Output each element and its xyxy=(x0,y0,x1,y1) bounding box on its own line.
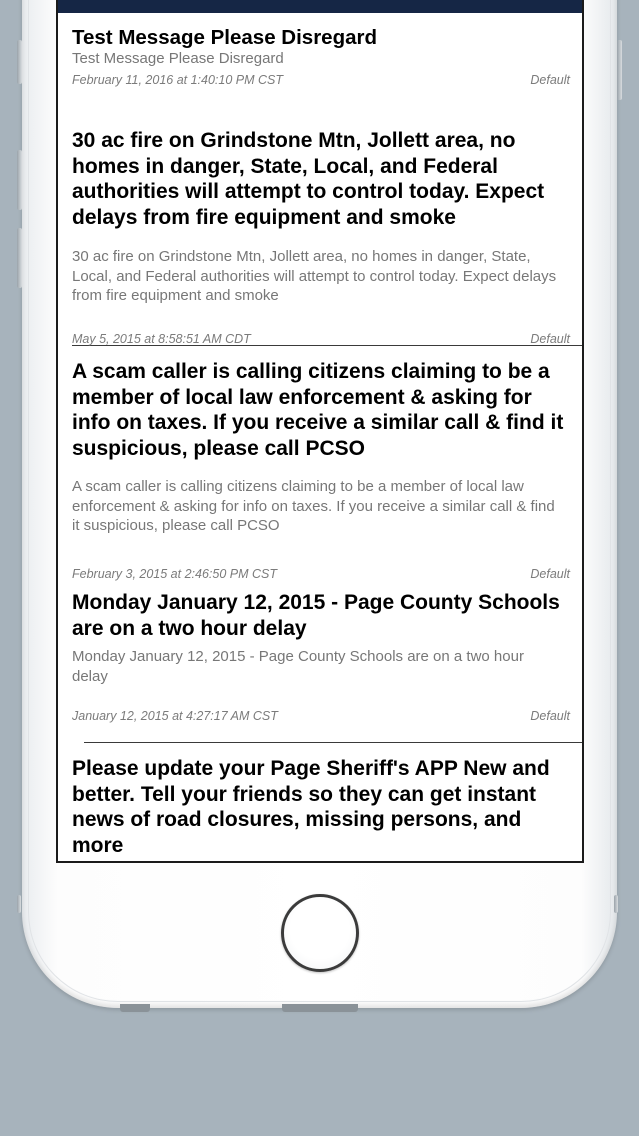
list-item[interactable] xyxy=(58,110,582,345)
volume-button xyxy=(17,150,22,210)
alert-title: 30 ac fire on Grindstone Mtn, Jollett area, no homes in danger, State, Local, and Federal authorities will attempt to control today. Expect delays from fire equipment and smoke xyxy=(72,129,545,229)
alert-meta xyxy=(72,567,582,581)
phone-screen xyxy=(56,0,584,863)
list-item[interactable] xyxy=(58,743,582,863)
volume-button xyxy=(17,228,22,288)
volume-button xyxy=(17,40,22,84)
alert-title: Test Message Please Disregard xyxy=(72,26,377,49)
alert-body: A scam caller is calling citizens claiming to be a member of local law enforcement & asking for info on taxes. If you receive a similar call & find it suspicious, please call PCSO xyxy=(72,478,555,534)
alert-meta xyxy=(72,709,582,723)
alert-title: Monday January 12, 2015 - Page County Schools are on a two hour delay xyxy=(72,591,560,640)
power-button xyxy=(617,40,622,100)
alert-date: May 5, 2015 at 8:58:51 AM CDT xyxy=(72,332,251,346)
alert-body: Test Message Please Disregard xyxy=(72,50,284,67)
alert-body: Monday January 12, 2015 - Page County Schools are on a two hour delay xyxy=(72,648,524,685)
alert-category: Default xyxy=(530,332,570,346)
alert-meta xyxy=(72,332,582,346)
list-item[interactable] xyxy=(58,590,582,742)
alert-title: Please update your Page Sheriff's APP New and better. Tell your friends so they can get instant news of road closures, missing persons, and more xyxy=(72,757,550,857)
list-item[interactable] xyxy=(58,13,582,110)
navigation-bar xyxy=(58,0,582,13)
alert-meta xyxy=(72,67,582,87)
alert-category: Default xyxy=(530,567,570,581)
antenna-line xyxy=(17,895,21,913)
alert-category: Default xyxy=(530,709,570,723)
lightning-port xyxy=(282,1004,358,1012)
antenna-line xyxy=(614,895,618,913)
speaker-grille xyxy=(120,1004,150,1012)
alert-body: 30 ac fire on Grindstone Mtn, Jollett area, no homes in danger, State, Local, and Federal authorities will attempt to control today. Expect delays from fire equipment and smoke xyxy=(72,248,557,304)
alert-category: Default xyxy=(530,73,570,87)
alert-date: February 3, 2015 at 2:46:50 PM CST xyxy=(72,567,277,581)
alert-date: February 11, 2016 at 1:40:10 PM CST xyxy=(72,73,283,87)
alert-date: January 12, 2015 at 4:27:17 AM CST xyxy=(72,709,278,723)
alert-title: A scam caller is calling citizens claiming to be a member of local law enforcement & asking for info on taxes. If you receive a similar call & find it suspicious, please call PCSO xyxy=(72,360,564,460)
home-button[interactable] xyxy=(281,894,359,972)
list-item[interactable] xyxy=(58,346,582,590)
